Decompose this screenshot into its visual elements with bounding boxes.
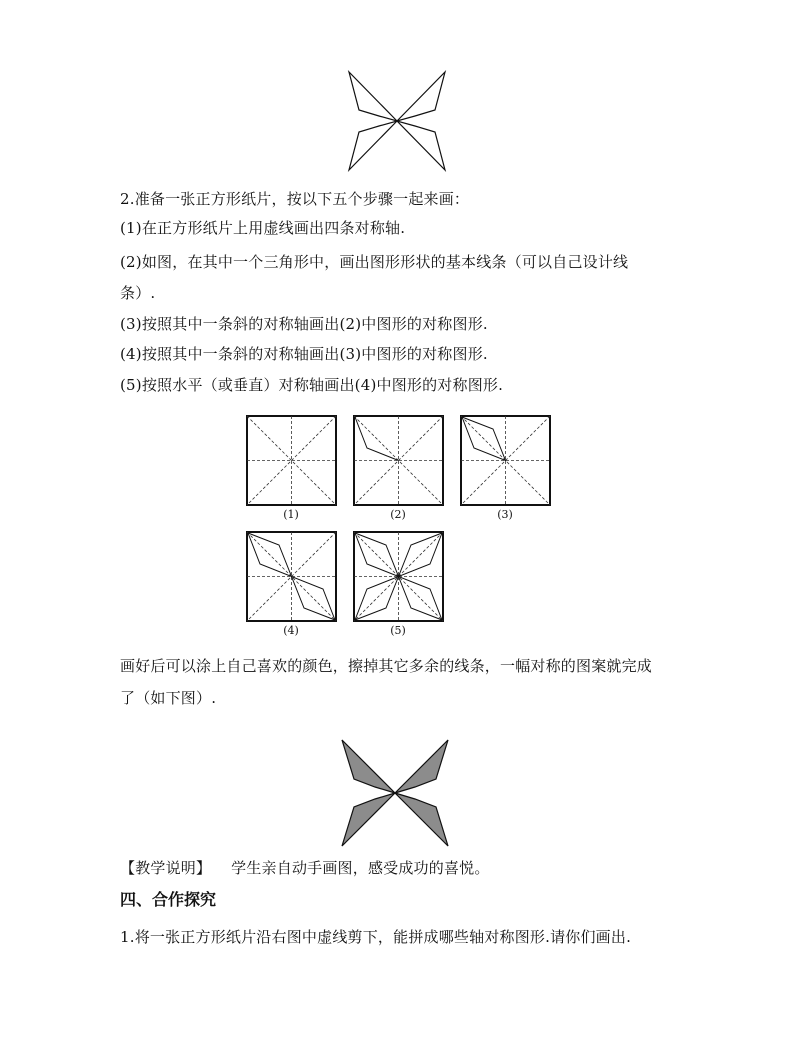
teaching-note-label: 【教学说明】 [120,859,212,877]
step-intro: 2.准备一张正方形纸片，按以下五个步骤一起来画： [120,190,470,208]
section-heading: 四、合作探究 [120,890,217,909]
step-2a: (2)如图，在其中一个三角形中，画出图形形状的基本线条（可以自己设计线 [120,253,629,271]
butterfly-outline-figure [345,70,449,172]
step-diagram-2 [353,415,444,506]
after-text-a: 画好后可以涂上自己喜欢的颜色，擦掉其它多余的线条，一幅对称的图案就完成 [120,657,653,675]
step-diagram-4 [246,531,337,622]
step-5: (5)按照水平（或垂直）对称轴画出(4)中图形的对称图形. [120,376,504,394]
teaching-note [120,858,490,878]
step-diagram-1 [246,415,337,506]
question-1: 1.将一张正方形纸片沿右图中虚线剪下，能拼成哪些轴对称图形.请你们画出. [120,928,632,946]
step-diagram-5 [353,531,444,622]
caption-1: (1) [283,508,299,521]
butterfly-filled-figure [339,737,451,849]
caption-4: (4) [283,624,299,637]
step-3: (3)按照其中一条斜的对称轴画出(2)中图形的对称图形. [120,315,488,333]
after-text-b: 了（如下图）. [120,689,217,707]
step-1: (1)在正方形纸片上用虚线画出四条对称轴. [120,219,406,237]
step-2b: 条）. [120,284,156,302]
caption-2: (2) [390,508,406,521]
teaching-note-text: 学生亲自动手画图，感受成功的喜悦。 [231,859,490,877]
step-4: (4)按照其中一条斜的对称轴画出(3)中图形的对称图形. [120,345,488,363]
caption-5: (5) [390,624,406,637]
step-diagram-3 [460,415,551,506]
caption-3: (3) [497,508,513,521]
